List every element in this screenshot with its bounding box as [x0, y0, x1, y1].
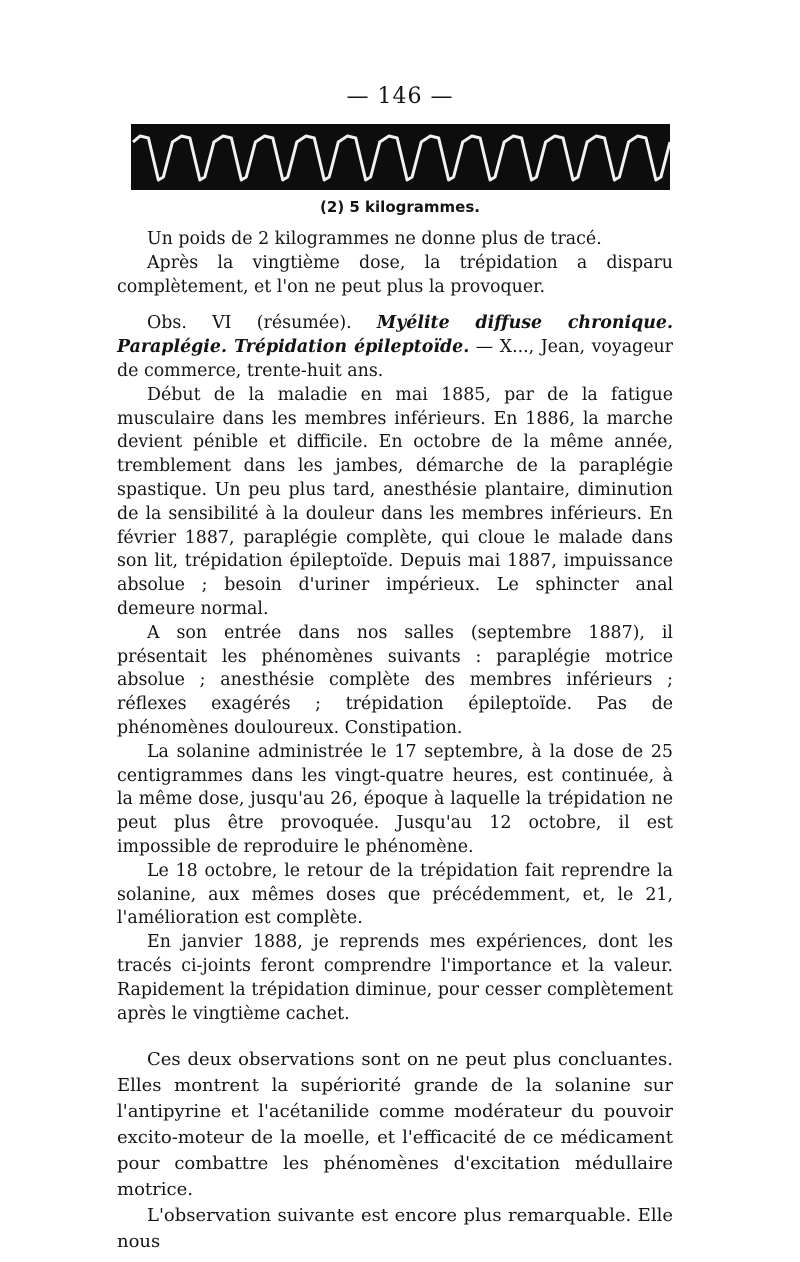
observation-title: Myélite diffuse chronique. Paraplégie. Trépidation épileptoïde. — [117, 313, 674, 358]
observation-patient: — X..., Jean, voyageur de commerce, trente-huit ans. — [117, 337, 673, 381]
paragraph: L'observation suivante est encore plus remarquable. Elle nous — [117, 1205, 673, 1253]
tracing-line — [133, 136, 670, 180]
paragraph: Un poids de 2 kilogrammes ne donne plus de tracé. — [147, 229, 602, 249]
tracing-waveform — [131, 124, 670, 190]
page-number: — 146 — — [346, 84, 454, 109]
paragraph: Le 18 octobre, le retour de la trépidation fait reprendre la solanine, aux mêmes doses que précédemment, et, le 21, l'amélioration est complète. — [117, 860, 673, 929]
paragraph: La solanine administrée le 17 septembre, à la dose de 25 centigrammes dans les vingt-quatre heures, est continuée, à la même dose, jusqu'au 26, époque à laquelle la trépidation ne peut plus être provoquée. Jusqu'au 12 octobre, il est impossible de reproduire le phénomène. — [117, 741, 673, 857]
observation-heading — [117, 312, 673, 383]
paragraph: Ces deux observations sont on ne peut plus concluantes. Elles montrent la supériorité grande de la solanine sur l'antipyrine et l'acétanilide comme modérateur du pouvoir excito-moteur de la moelle, et l'efficacité de ce médicament pour combattre les phénomènes d'excitation médullaire motrice. — [117, 1049, 673, 1201]
paragraph: En janvier 1888, je reprends mes expériences, dont les tracés ci-joints feront comprendre l'importance et la valeur. Rapidement la trépidation diminue, pour cesser complètement après le vingtième cachet. — [117, 932, 673, 1024]
paragraph: A son entrée dans nos salles (septembre 1887), il présentait les phénomènes suivants : paraplégie motrice absolue ; anesthésie complète des membres inférieurs ; réflexes exagérés ; trépidation épileptoïde. Pas de phénomènes douloureux. Constipation. — [117, 622, 673, 738]
paragraph: Après la vingtième dose, la trépidation a disparu complètement, et l'on ne peut plus la provoquer. — [117, 252, 673, 297]
paragraph: Début de la maladie en mai 1885, par de la fatigue musculaire dans les membres inférieurs. En 1886, la marche devient pénible et difficile. En octobre de la même année, tremblement dans les jambes, démarche de la paraplégie spastique. Un peu plus tard, anesthésie plantaire, diminution de la sensibilité à la douleur dans les membres inférieurs. En février 1887, paraplégie complète, qui cloue le malade dans son lit, trépidation épileptoïde. Depuis mai 1887, impuissance absolue ; besoin d'uriner impérieux. Le sphincter anal demeure normal. — [117, 384, 673, 619]
observation-label: Obs. VI (résumée). — [147, 313, 352, 334]
trepidation-tracing-figure — [131, 124, 670, 190]
figure-caption: (2) 5 kilogrammes. — [320, 198, 480, 216]
body-text — [117, 228, 673, 1255]
